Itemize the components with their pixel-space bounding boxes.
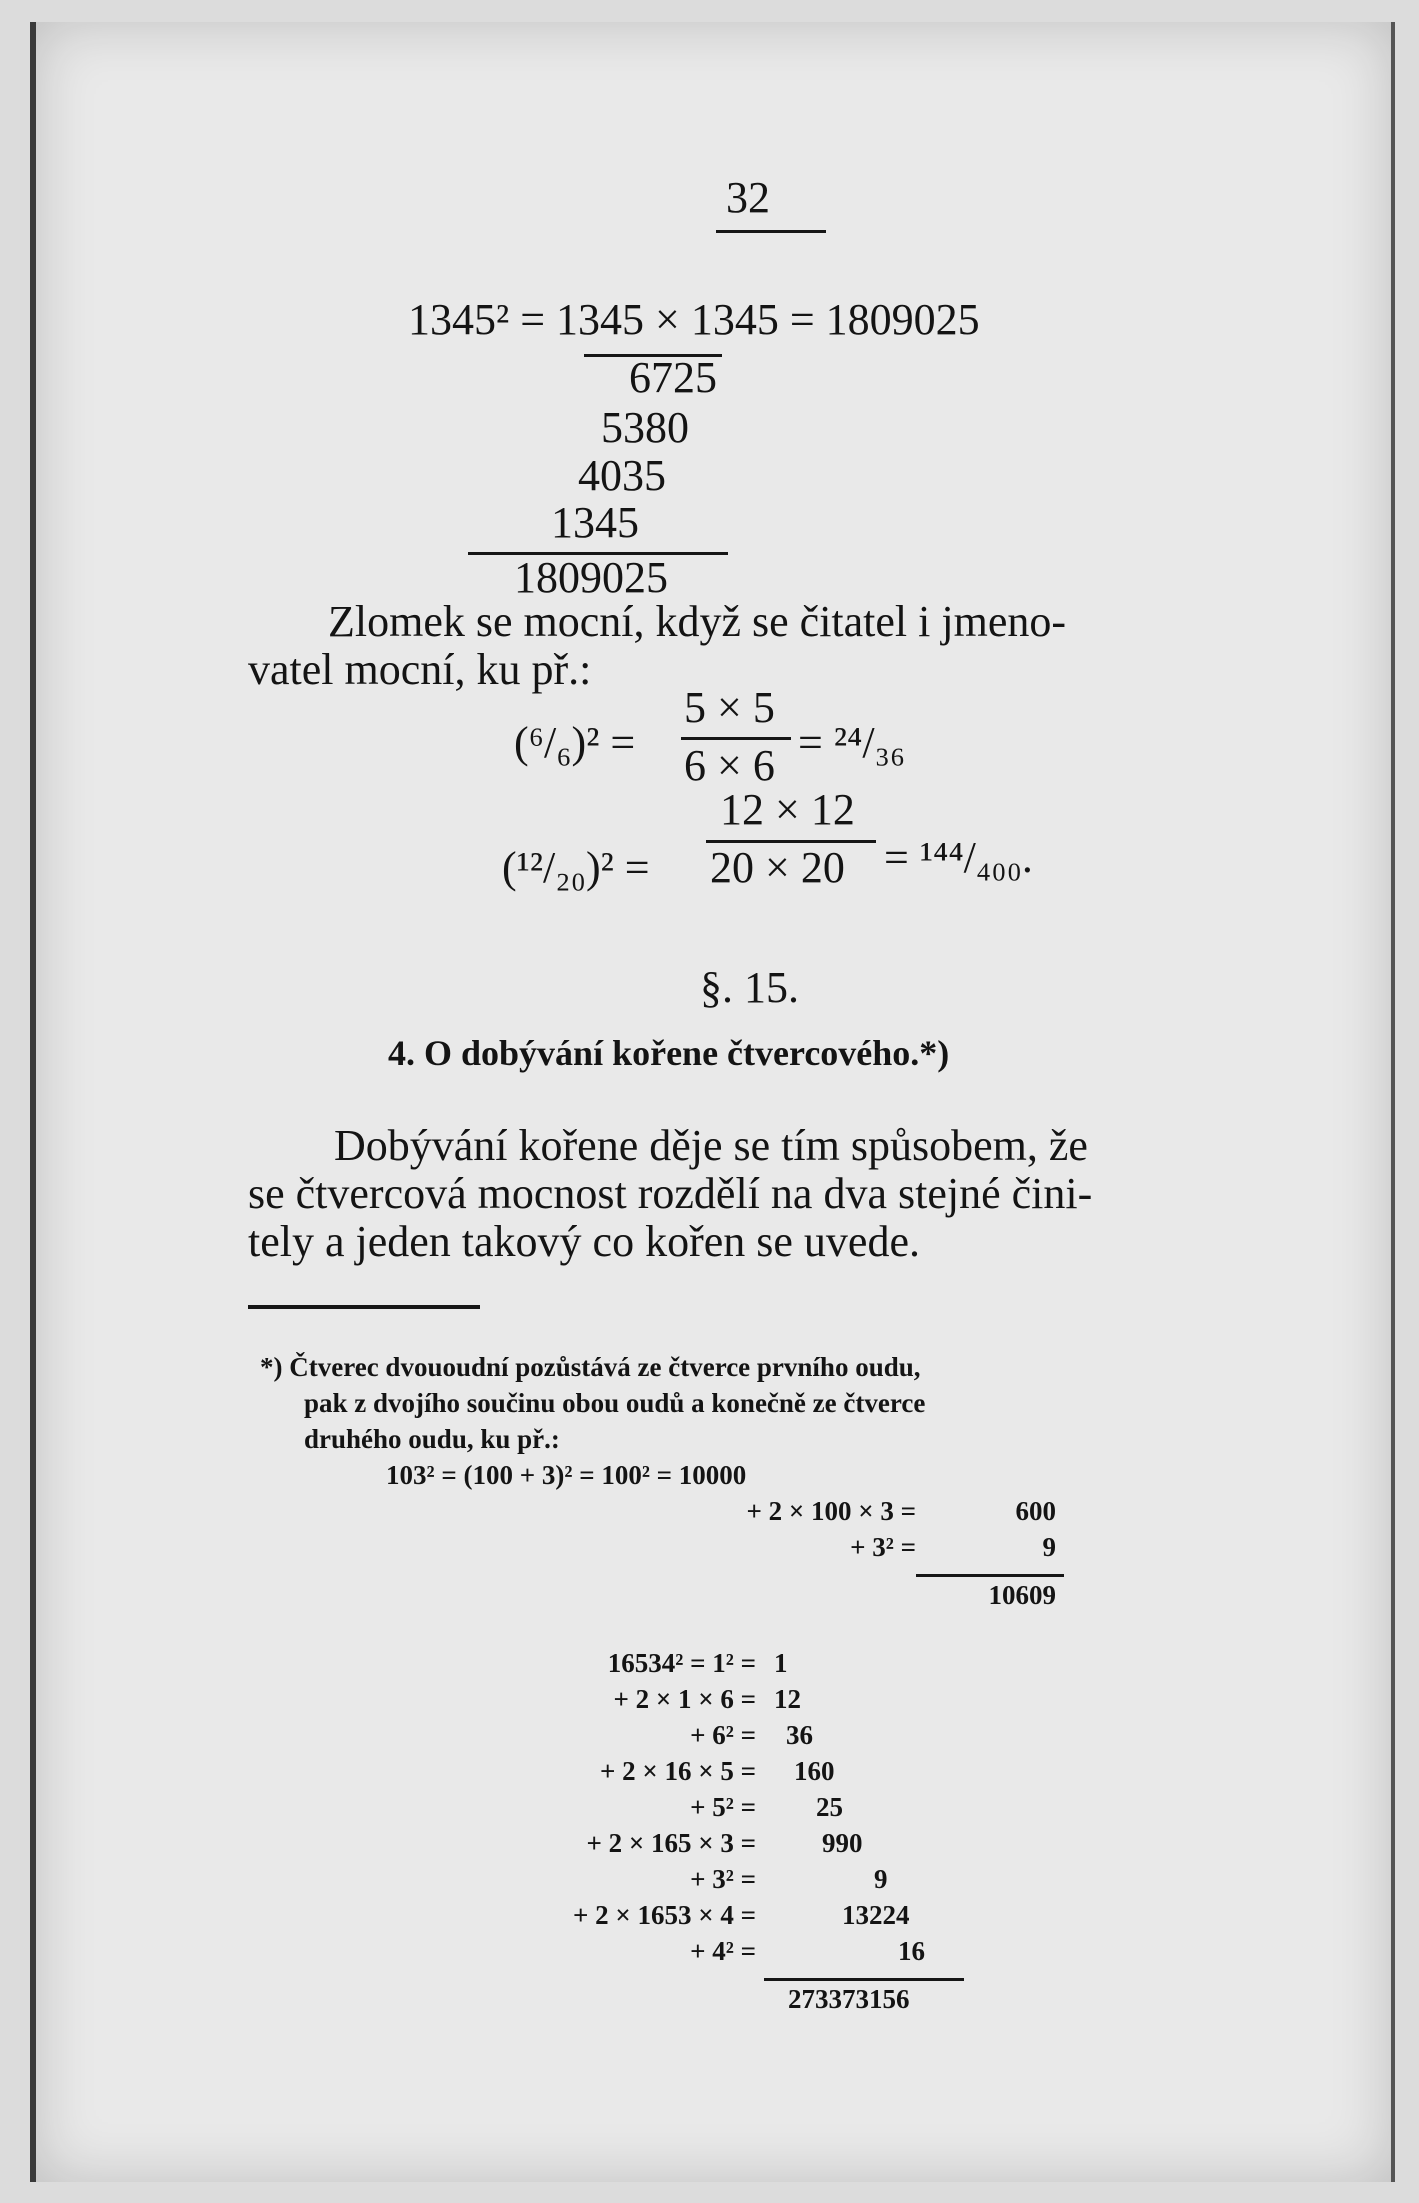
example2-row-6-expr: + 2 × 165 × 3 = — [586, 1828, 756, 1858]
page-number-underline — [716, 230, 826, 233]
fraction-ex2-rhs: = ¹⁴⁴/₄₀₀. — [884, 833, 1033, 882]
example2-total: 273373156 — [788, 1984, 910, 2014]
partial-product-1: 6725 — [629, 353, 717, 402]
example1-row-2-value: 600 — [1015, 1496, 1056, 1526]
footnote-line-2: pak z dvojího součinu obou oudů a konečně ze čtverce — [304, 1388, 926, 1418]
body-line-3: tely a jeden takový co kořen se uvede. — [248, 1217, 920, 1266]
book-page — [30, 22, 1395, 2182]
partial-product-2: 5380 — [601, 403, 689, 452]
footnote-line-1: *) Čtverec dvououdní pozůstává ze čtverce prvního oudu, — [260, 1352, 921, 1382]
example1-row-3-expr: + 3² = — [850, 1532, 916, 1562]
example2-row-1-expr: 16534² = 1² = — [607, 1648, 756, 1678]
example2-row-9-value: 16 — [898, 1936, 925, 1966]
example2-row-6-value: 990 — [822, 1828, 863, 1858]
example2-row-4-expr: + 2 × 16 × 5 = — [599, 1756, 756, 1786]
example2-row-3-expr: + 6² = — [690, 1720, 756, 1750]
fraction-ex1-rhs: = ²⁴/₃₆ — [798, 718, 906, 767]
body-line-2: se čtvercová mocnost rozdělí na dva stejné čini- — [248, 1169, 1093, 1218]
fraction-ex1-lhs: (⁶/₆)² = — [514, 718, 636, 767]
example2-row-5-expr: + 5² = — [690, 1792, 756, 1822]
square-result: 1809025 — [514, 553, 668, 602]
example1-total-rule — [916, 1574, 1064, 1577]
section-title: 4. O dobývání kořene čtvercového.*) — [388, 1033, 950, 1073]
fraction-ex1-numerator: 5 × 5 — [684, 683, 775, 732]
example2-row-7-value: 9 — [874, 1864, 888, 1894]
example2-row-5-value: 25 — [816, 1792, 843, 1822]
example2-row-7-expr: + 3² = — [690, 1864, 756, 1894]
footnote-line-3: druhého oudu, ku př.: — [304, 1424, 560, 1454]
footnote-separator — [248, 1305, 480, 1309]
example1-total: 10609 — [988, 1580, 1056, 1610]
body-line-1: Dobývání kořene děje se tím spůsobem, že — [334, 1121, 1088, 1170]
section-number: §. 15. — [700, 963, 799, 1012]
example2-total-rule — [764, 1978, 964, 1981]
fraction-ex2-numerator: 12 × 12 — [720, 785, 855, 834]
example2-row-4-value: 160 — [794, 1756, 835, 1786]
example1-row-3-value: 9 — [1042, 1532, 1056, 1562]
page-number: 32 — [726, 173, 770, 222]
fraction-text-line-1: Zlomek se mocní, když se čitatel i jmeno- — [328, 597, 1067, 646]
example1-row-1: 103² = (100 + 3)² = 100² = 10000 — [386, 1460, 747, 1490]
example2-row-2-expr: + 2 × 1 × 6 = — [613, 1684, 756, 1714]
example2-row-9-expr: + 4² = — [690, 1936, 756, 1966]
example1-row-2-expr: + 2 × 100 × 3 = — [746, 1496, 916, 1526]
fraction-ex2-lhs: (¹²/₂₀)² = — [502, 843, 650, 892]
partial-product-4: 1345 — [551, 498, 639, 547]
example2-row-8-expr: + 2 × 1653 × 4 = — [572, 1900, 756, 1930]
fraction-ex1-denominator: 6 × 6 — [684, 741, 775, 790]
fraction-ex2-denominator: 20 × 20 — [710, 843, 845, 892]
partial-product-3: 4035 — [578, 451, 666, 500]
example2-row-2-value: 12 — [774, 1684, 801, 1714]
example2-row-3-value: 36 — [786, 1720, 813, 1750]
example2-row-8-value: 13224 — [842, 1900, 910, 1930]
example2-row-1-value: 1 — [774, 1648, 788, 1678]
fraction-text-line-2: vatel mocní, ku př.: — [248, 645, 592, 694]
square-equation: 1345² = 1345 × 1345 = 1809025 — [408, 295, 980, 344]
